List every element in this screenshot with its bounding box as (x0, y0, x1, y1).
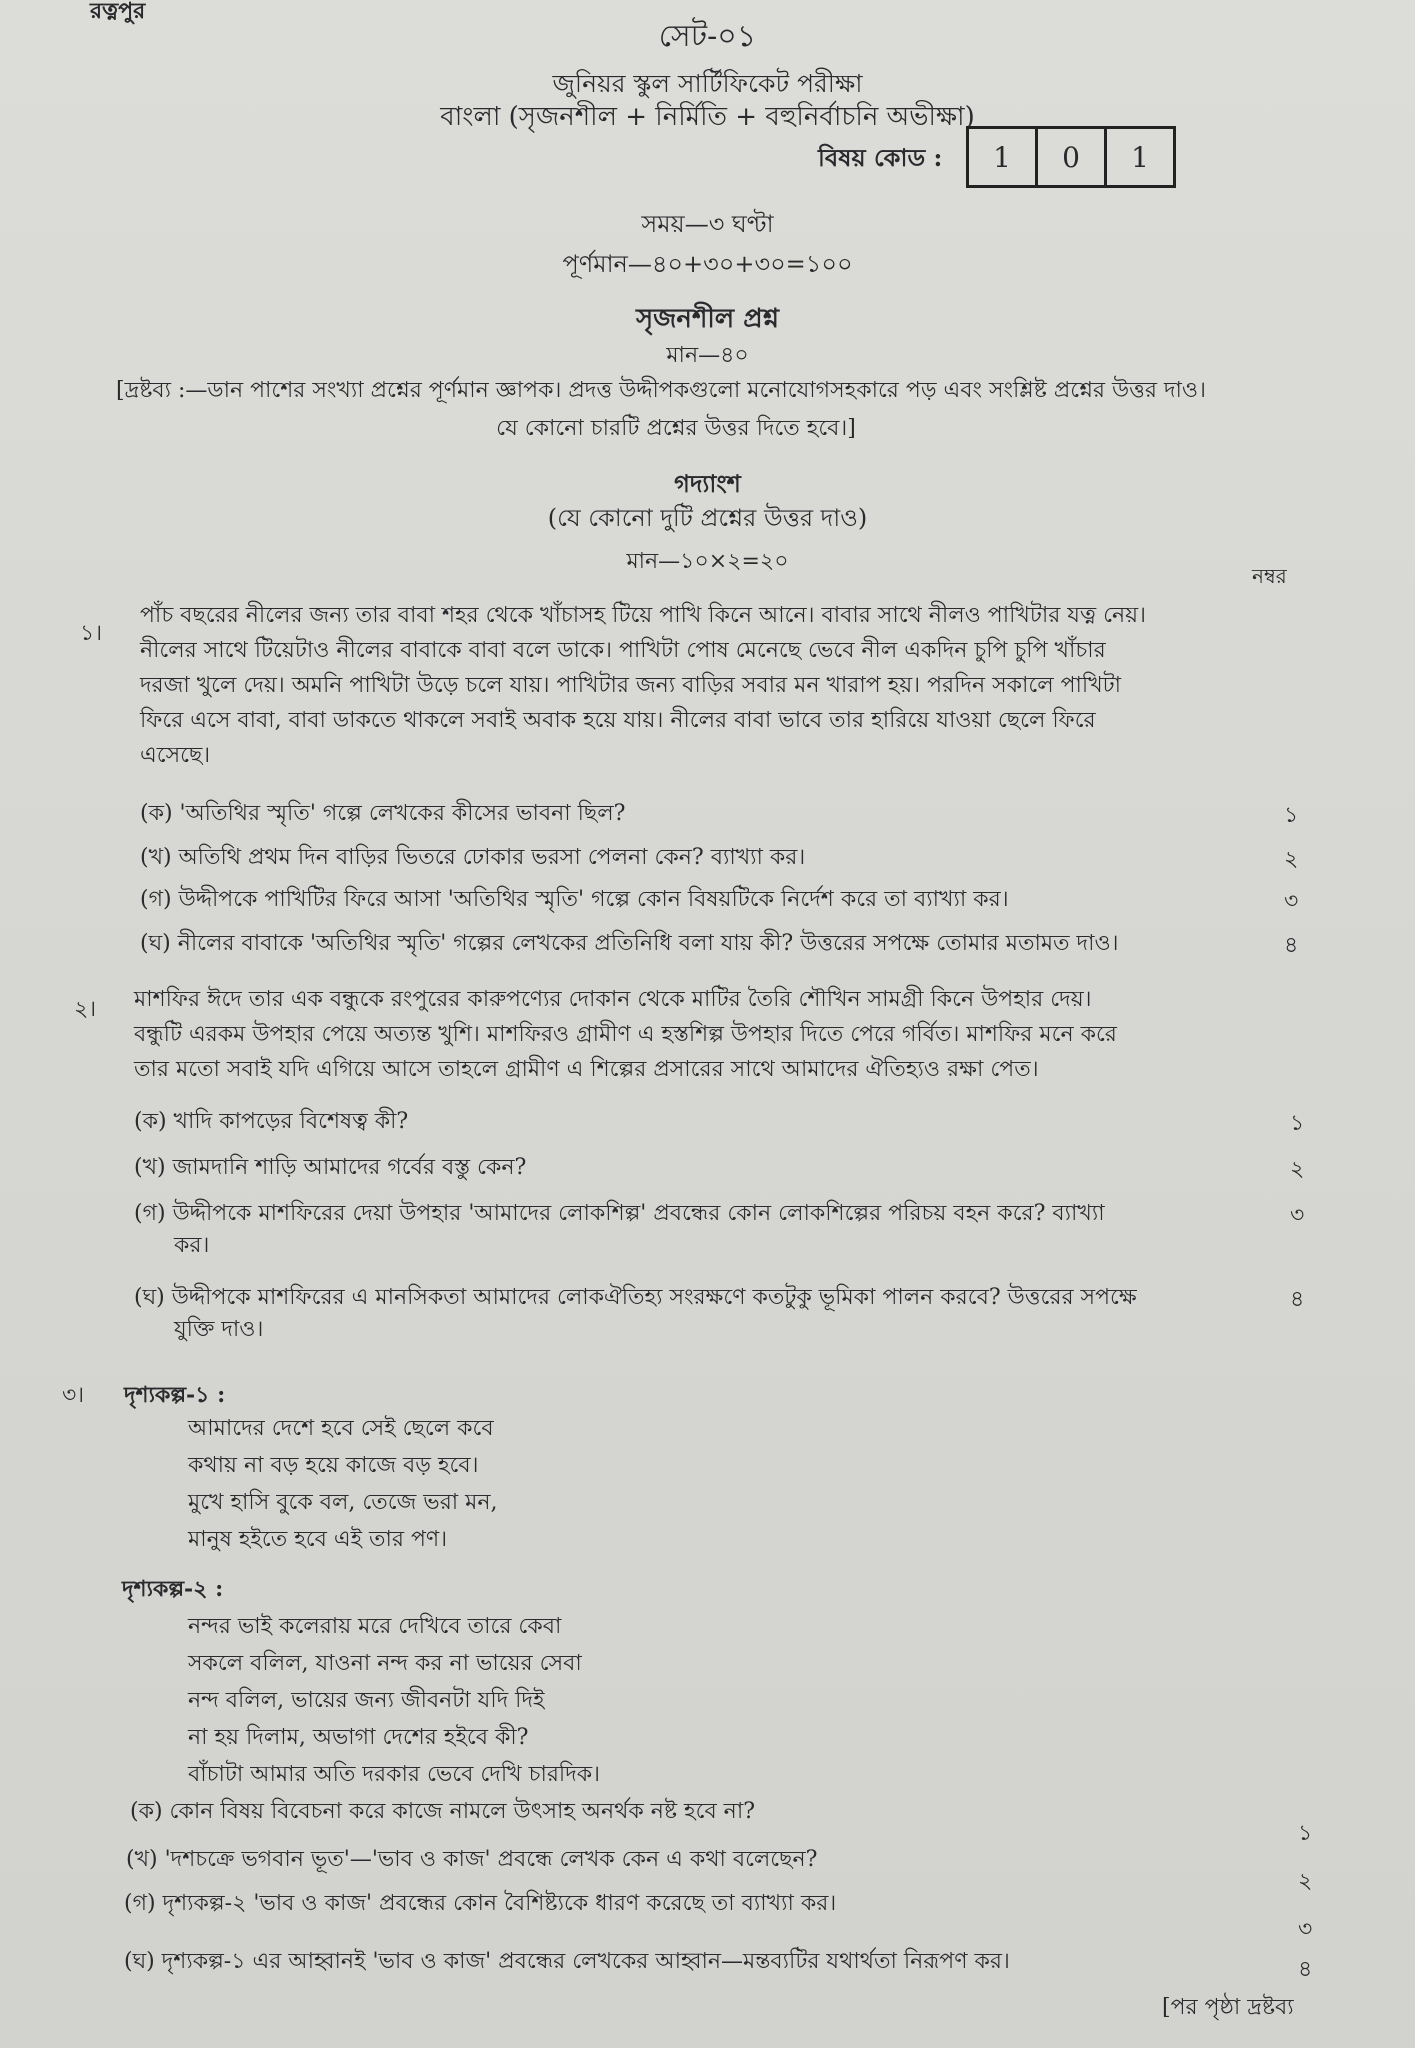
poem-line: বাঁচাটা আমার অতি দরকার ভেবে দেখি চারদিক। (188, 1762, 601, 1787)
sub-question: (গ) দৃশ্যকল্প-২ 'ভাব ও কাজ' প্রবন্ধের কোন বৈশিষ্ট্যকে ধারণ করেছে তা ব্যাখ্যা কর। (124, 1891, 837, 1916)
mark-value: ১ (1298, 1821, 1313, 1846)
sub-question: (খ) অতিথি প্রথম দিন বাড়ির ভিতরে ঢোকার ভরসা পেলনা কেন? ব্যাখ্যা কর। (140, 845, 806, 870)
code-digit: 1 (993, 140, 1011, 174)
sub-question: (ঘ) দৃশ্যকল্প-১ এর আহ্বানই 'ভাব ও কাজ' প্রবন্ধের লেখকের আহ্বান—মন্তব্যটির যথার্থতা নিরূপণ কর। (124, 1949, 1010, 1974)
prose-instruction: (যে কোনো দুটি প্রশ্নের উত্তর দাও) (547, 504, 868, 532)
next-page-note: [পর পৃষ্ঠা দ্রষ্টব্য (1162, 1995, 1294, 2020)
poem-line: নন্দর ভাই কলেরায় মরে দেখিবে তারে কেবা (188, 1614, 562, 1639)
poem-line: কথায় না বড় হয়ে কাজে বড় হবে। (188, 1453, 479, 1478)
full-marks: পূর্ণমান—৪০+৩০+৩০=১০০ (562, 250, 853, 278)
stimulus-line: দরজা খুলে দেয়। অমনি পাখিটা উড়ে চলে যায়। পাখিটার জন্য বাড়ির সবার মন খারাপ হয়। পরদিন সকালে পাখিটা (140, 673, 1122, 698)
sub-question-continuation: কর। (174, 1233, 210, 1258)
mark-value: ২ (1290, 1157, 1305, 1182)
sub-question-line: (গ) উদ্দীপকে মাশফিরের দেয়া উপহার 'আমাদের লোকশিল্প' প্রবন্ধের কোন লোকশিল্পের পরিচয় বহন করে? ব্যাখ্যা (134, 1201, 1105, 1226)
stimulus-line: বন্ধুটি এরকম উপহার পেয়ে অত্যন্ত খুশি। মাশফিরও গ্রামীণ এ হস্তশিল্প উপহার দিতে পেরে গর্বিত। মাশফির মনে করে (134, 1022, 1117, 1047)
code-digit: 1 (1104, 129, 1173, 185)
stimulus-line: ফিরে এসে বাবা, বাবা ডাকতে থাকলে সবাই অবাক হয়ে যায়। নীলের বাবা ভাবে তার হারিয়ে যাওয়া ছেলে ফিরে (140, 708, 1096, 733)
stimulus-line: এসেছে। (140, 743, 211, 768)
sub-question: (খ) 'দশচক্রে ভগবান ভূত'—'ভাব ও কাজ' প্রবন্ধে লেখক কেন এ কথা বলেছেন? (126, 1847, 818, 1872)
sub-question-continuation: যুক্তি দাও। (174, 1317, 264, 1342)
exam-time: সময়—৩ ঘণ্টা (641, 210, 774, 238)
set-number: সেট-০১ (658, 19, 757, 54)
scene-label: দৃশ্যকল্প-২ : (122, 1576, 224, 1602)
mark-value: ৪ (1284, 933, 1299, 958)
number-column-header: নম্বর (1252, 564, 1287, 588)
sub-question: (ঘ) নীলের বাবাকে 'অতিথির স্মৃতি' গল্পের লেখকের প্রতিনিধি বলা যায় কী? উত্তরের সপক্ষে তোমার মতামত দাও। (140, 931, 1119, 956)
question-number: ১। (80, 621, 103, 646)
subject-title: বাংলা (সৃজনশীল + নির্মিতি + বহুনির্বাচনি অভীক্ষা) (440, 102, 975, 132)
poem-stanza (188, 1608, 600, 1793)
subject-code-box (966, 126, 1176, 188)
poem-line: মানুষ হইতে হবে এই তার পণ। (188, 1527, 448, 1552)
stimulus-line: নীলের সাথে টিয়েটাও নীলের বাবাকে বাবা বলে ডাকে। পাখিটা পোষ মেনেছে ভেবে নীল একদিন চুপি চুপি খাঁচার (140, 638, 1106, 663)
section-title: সৃজনশীল প্রশ্ন (636, 304, 779, 334)
mark-value: ২ (1284, 847, 1299, 872)
poem-line: নন্দ বলিল, ভায়ের জন্য জীবনটা যদি দিই (188, 1688, 545, 1713)
corner-mark: রত্নপুর (90, 0, 146, 24)
mark-value: ৩ (1298, 1917, 1313, 1942)
sub-question: (ক) কোন বিষয় বিবেচনা করে কাজে নামলে উৎসাহ অনর্থক নষ্ট হবে না? (130, 1799, 755, 1824)
sub-question: (ক) 'অতিথির স্মৃতি' গল্পে লেখকের কীসের ভাবনা ছিল? (140, 801, 626, 826)
section-marks: মান—৪০ (666, 343, 749, 368)
question-number: ৩। (62, 1383, 85, 1408)
mark-value: ৩ (1290, 1203, 1305, 1228)
sub-question (134, 1198, 1274, 1262)
prose-marks: মান—১০×২=২০ (626, 549, 789, 574)
subject-code-label: বিষয় কোড : (818, 143, 943, 172)
stimulus-line: মাশফির ঈদে তার এক বন্ধুকে রংপুরের কারুপণ্যের দোকান থেকে মাটির তৈরি শৌখিন সামগ্রী কিনে উপহার দেয়। (134, 987, 1092, 1012)
mark-value: ১ (1290, 1111, 1305, 1136)
question-number: ২। (74, 997, 97, 1022)
stimulus-paragraph (134, 982, 1284, 1087)
sub-question-line: (ঘ) উদ্দীপকে মাশফিরের এ মানসিকতা আমাদের লোকঐতিহ্য সংরক্ষণে কতটুকু ভূমিকা পালন করবে? উত্তরের সপক্ষে (134, 1285, 1137, 1310)
note-line-2: যে কোনো চারটি প্রশ্নের উত্তর দিতে হবে।] (496, 416, 856, 441)
mark-value: ৩ (1284, 889, 1299, 914)
poem-line: আমাদের দেশে হবে সেই ছেলে কবে (188, 1416, 494, 1441)
note-line-1: [দ্রষ্টব্য :—ডান পাশের সংখ্যা প্রশ্নের পূর্ণমান জ্ঞাপক। প্রদত্ত উদ্দীপকগুলো মনোযোগসহকারে পড় এবং সংশ্লিষ্ট প্রশ্নের উত্তর দাও। (116, 378, 1206, 403)
instruction-note (116, 372, 1316, 448)
poem-line: সকলে বলিল, যাওনা নন্দ কর না ভায়ের সেবা (188, 1651, 582, 1676)
poem-line: মুখে হাসি বুকে বল, তেজে ভরা মন, (188, 1490, 498, 1515)
sub-question: (গ) উদ্দীপকে পাখিটির ফিরে আসা 'অতিথির স্মৃতি' গল্পে কোন বিষয়টিকে নির্দেশ করে তা ব্যাখ্যা কর। (140, 887, 1009, 912)
scene-label: দৃশ্যকল্প-১ : (124, 1382, 226, 1408)
mark-value: ৪ (1290, 1287, 1305, 1312)
poem-stanza (188, 1410, 498, 1558)
stimulus-line: তার মতো সবাই যদি এগিয়ে আসে তাহলে গ্রামীণ এ শিল্পের প্রসারের সাথে আমাদের ঐতিহ্যও রক্ষা পেত। (134, 1057, 1039, 1082)
stimulus-line: পাঁচ বছরের নীলের জন্য তার বাবা শহর থেকে খাঁচাসহ টিয়ে পাখি কিনে আনে। বাবার সাথে নীলও পাখিটার যত্ন নেয়। (140, 603, 1146, 628)
sub-question: (খ) জামদানি শাড়ি আমাদের গর্বের বস্তু কেন? (134, 1155, 527, 1180)
prose-section-title: গদ্যাংশ (674, 469, 741, 498)
sub-question: (ক) খাদি কাপড়ের বিশেষত্ব কী? (134, 1109, 409, 1134)
poem-line: না হয় দিলাম, অভাগা দেশের হইবে কী? (188, 1725, 529, 1750)
stimulus-paragraph (140, 598, 1270, 773)
sub-question (134, 1282, 1274, 1346)
exam-title: জুনিয়র স্কুল সার্টিফিকেট পরীক্ষা (552, 69, 863, 98)
mark-value: ৪ (1298, 1957, 1313, 1982)
mark-value: ১ (1284, 803, 1299, 828)
mark-value: ২ (1298, 1869, 1313, 1894)
code-digit: 0 (1035, 129, 1104, 185)
